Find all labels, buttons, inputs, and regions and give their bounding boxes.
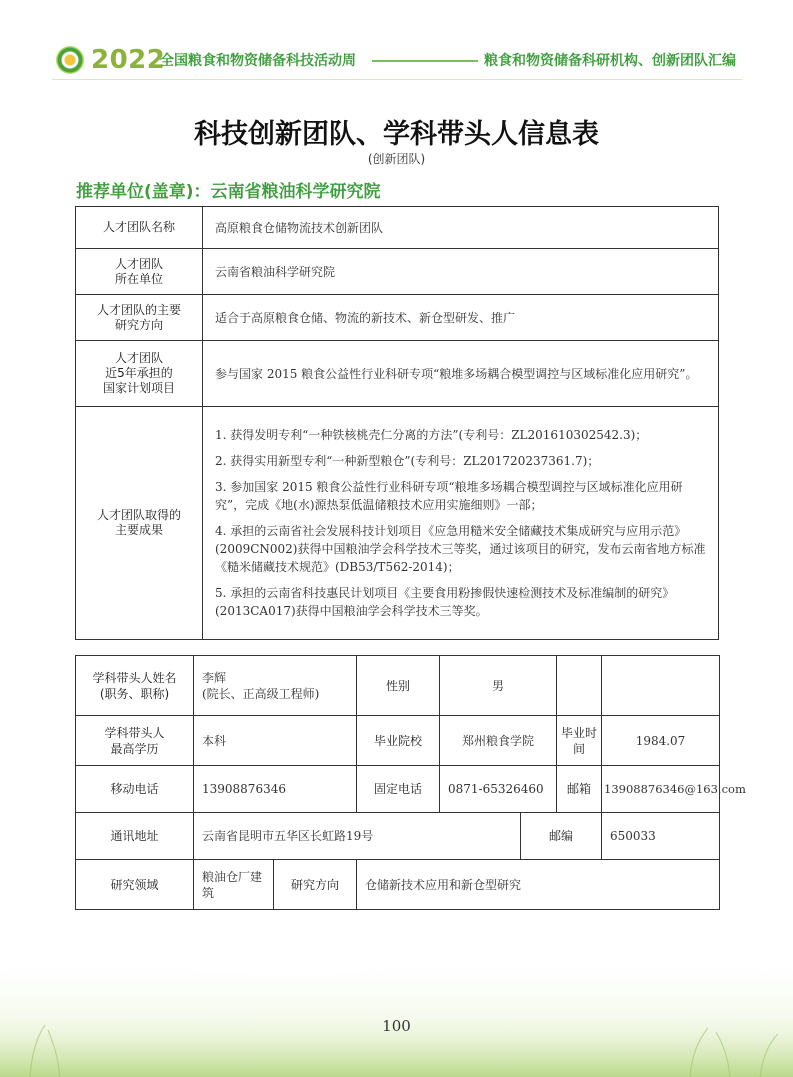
team-direction-value: 适合于高原粮食仓储、物流的新技术、新仓型研发、推广: [203, 295, 719, 341]
table-row: [76, 766, 720, 813]
leader-info-table: [75, 655, 746, 910]
team-direction-label-line: 研究方向: [114, 317, 163, 332]
team-name-value: 高原粮食仓储物流技术创新团队: [203, 207, 719, 249]
team-org-label-line: 所在单位: [114, 271, 163, 286]
achievement-item: 5. 承担的云南省科技惠民计划项目《主要食用粉掺假快速检测技术及标准编制的研究》(2013CA017)获得中国粮油学会科学技术三等奖。: [215, 586, 675, 618]
education-label-line: 学科带头人: [104, 725, 165, 740]
leader-title: (院长、正高级工程师): [202, 686, 320, 701]
team-projects-label-line: 国家计划项目: [102, 381, 175, 395]
header-underline: [52, 79, 742, 80]
email-value: 13908876346@163.com: [602, 766, 720, 813]
education-value: 本科: [194, 716, 357, 766]
team-direction-label: [76, 295, 203, 341]
education-label-line: 最高学历: [110, 741, 159, 756]
achievement-item: 2. 获得实用新型专利“一种新型粮仓”(专利号：ZL201720237361.7)；: [215, 454, 600, 468]
recommending-unit: 推荐单位(盖章)：云南省粮油科学研究院: [76, 182, 381, 202]
table-row: [76, 207, 719, 249]
address-value: 云南省昆明市五华区长虹路19号: [194, 813, 521, 860]
research-direction-value: 仓储新技术应用和新仓型研究: [357, 860, 720, 910]
empty-cell: [602, 656, 720, 716]
school-label: 毕业院校: [357, 716, 440, 766]
address-label: 通讯地址: [76, 813, 194, 860]
graduation-label: 毕业时间: [557, 716, 602, 766]
table-row: [76, 249, 719, 295]
team-name-label-text: 人才团队名称: [102, 220, 175, 234]
team-achievements-label: [76, 407, 203, 640]
research-direction-label: 研究方向: [274, 860, 357, 910]
table-row: [76, 407, 719, 640]
gender-label: 性别: [357, 656, 440, 716]
table-row: [76, 656, 720, 716]
table-row: [76, 716, 720, 766]
zip-value: 650033: [602, 813, 720, 860]
header-year: 2022: [91, 45, 166, 75]
graduation-value: 1984.07: [602, 716, 720, 766]
page-number: 100: [382, 1017, 411, 1035]
header-right-title: 粮食和物资储备科研机构、创新团队汇编: [484, 53, 736, 69]
mobile-label: 移动电话: [76, 766, 194, 813]
empty-cell: [557, 656, 602, 716]
phone-label: 固定电话: [357, 766, 440, 813]
emblem-logo-icon: [56, 46, 84, 74]
decorative-field-background: [0, 930, 793, 1077]
team-direction-label-line: 人才团队的主要: [96, 302, 181, 317]
header-left-title: 全国粮食和物资储备科技活动周: [160, 53, 356, 69]
team-achievements-label-line: 主要成果: [114, 523, 163, 537]
education-label: [76, 716, 194, 766]
achievement-item: 1. 获得发明专利“一种铁核桃壳仁分离的方法”(专利号：ZL201610302542.3)；: [215, 428, 648, 442]
zip-label: 邮编: [521, 813, 602, 860]
team-projects-label-line: 人才团队: [114, 351, 163, 365]
research-field-label: 研究领域: [76, 860, 194, 910]
team-org-label: [76, 249, 203, 295]
team-achievements-label-line: 人才团队取得的: [96, 508, 181, 522]
table-row: [76, 341, 719, 407]
page-title: 科技创新团队、学科带头人信息表: [194, 119, 599, 150]
leader-name-label-line: (职务、职称): [99, 686, 170, 701]
achievement-item: 3. 参加国家 2015 粮食公益性行业科研专项“粮堆多场耦合模型调控与区域标准化应用研究”，完成《地(水)源热泵低温储粮技术应用实施细则》一部；: [215, 480, 683, 512]
team-projects-label: [76, 341, 203, 407]
team-projects-value: 参与国家 2015 粮食公益性行业科研专项“粮堆多场耦合模型调控与区域标准化应用研究”。: [203, 341, 719, 407]
research-field-value: 粮油仓厂建筑: [194, 860, 274, 910]
table-row: [76, 295, 719, 341]
leader-name-label-line: 学科带头人姓名: [92, 670, 177, 685]
mobile-value: 13908876346: [194, 766, 357, 813]
team-projects-label-line: 近5年承担的: [105, 366, 173, 380]
table-row: [76, 860, 720, 910]
gender-value: 男: [440, 656, 557, 716]
school-value: 郑州粮食学院: [440, 716, 557, 766]
team-org-value: 云南省粮油科学研究院: [203, 249, 719, 295]
team-name-label: [76, 207, 203, 249]
leader-name: 李辉: [202, 670, 227, 685]
team-achievements-value: [203, 407, 719, 640]
table-row: [76, 813, 720, 860]
header-divider-line: [372, 60, 478, 62]
email-label: 邮箱: [557, 766, 602, 813]
leader-name-value: [194, 656, 357, 716]
achievement-item: 4. 承担的云南省社会发展科技计划项目《应急用糙米安全储藏技术集成研究与应用示范》(2009CN002)获得中国粮油学会科学技术三等奖，通过该项目的研究，发布云南省地方标准《糙米储藏技术规范》(DB53/T562-2014)；: [215, 524, 706, 574]
phone-value: 0871-65326460: [440, 766, 557, 813]
team-org-label-line: 人才团队: [114, 256, 163, 271]
leader-name-label: [76, 656, 194, 716]
page-header: [0, 0, 793, 80]
page-subtitle: (创新团队): [367, 152, 426, 166]
team-info-table: [75, 206, 719, 640]
